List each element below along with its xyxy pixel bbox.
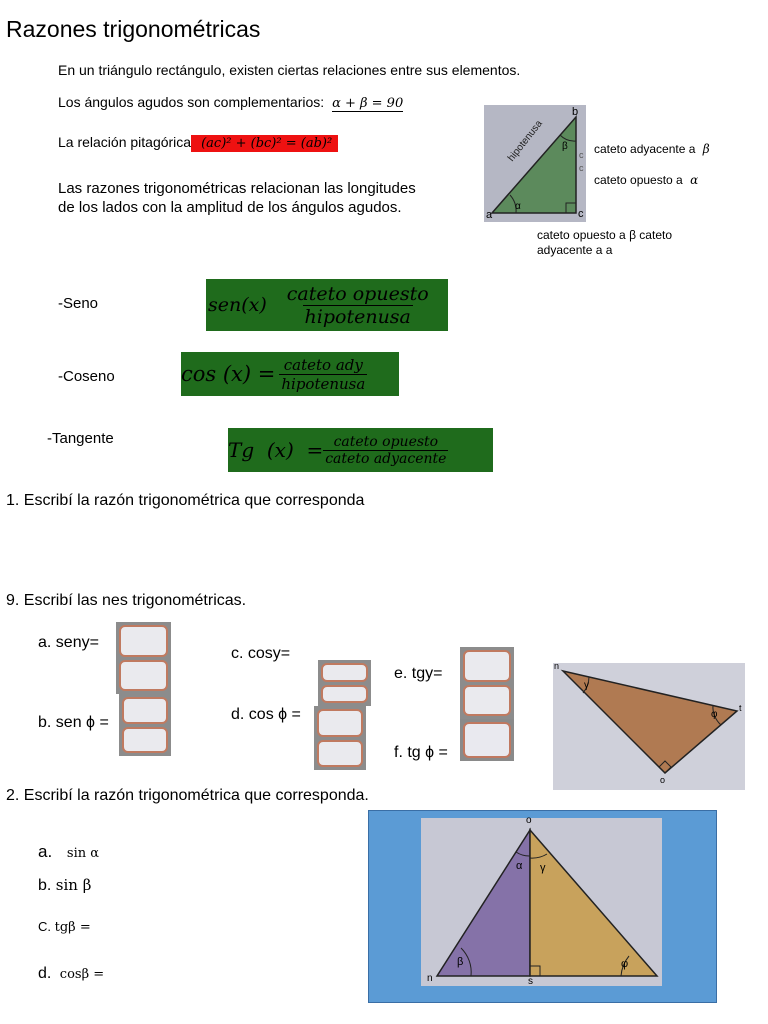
triangle-photo-3-frame	[368, 810, 717, 1003]
page-title: Razones trigonométricas	[6, 16, 261, 42]
seno-fraction	[285, 283, 431, 328]
vertex-a-label: a	[486, 209, 493, 221]
vertex-n-label-3: n	[427, 973, 433, 984]
vertex-b-label: b	[572, 106, 579, 118]
gamma-label-3: γ	[540, 862, 546, 874]
phi-label-3: φ	[621, 958, 629, 970]
pythagorean-formula: (ac)² + (bc)² = (ab)²	[191, 135, 338, 152]
ex2-a-expr: sin α	[66, 846, 100, 861]
vertex-c-label: c	[578, 208, 584, 220]
alpha-label-3: α	[516, 860, 523, 872]
triangle-nto-figure	[553, 663, 745, 790]
coseno-denominator: hipotenusa	[281, 374, 366, 393]
seno-formula-box	[206, 279, 448, 331]
ex9-answer-box-e[interactable]	[460, 647, 514, 719]
ex2-item-d	[38, 965, 104, 983]
vertex-o-label-3: o	[526, 815, 532, 826]
ex9-item-a: a. seny=	[38, 634, 99, 651]
side-c2-label: c	[579, 163, 584, 173]
phi-label: φ	[711, 709, 718, 720]
ex9-item-e: e. tgy=	[394, 665, 443, 682]
ex9-b-denominator-cell[interactable]	[122, 727, 168, 754]
triangle-photo-3	[421, 815, 662, 987]
ex9-answer-box-c[interactable]	[318, 660, 371, 706]
gamma-label: γ	[584, 680, 589, 691]
coseno-fraction	[279, 356, 367, 393]
ex2-a-label: a.	[38, 842, 53, 861]
tangente-label: -Tangente	[47, 430, 114, 447]
coseno-numerator: cateto ady	[283, 355, 363, 374]
ex2-item-c	[38, 919, 91, 935]
ex2-d-label: d.	[38, 965, 52, 982]
tangente-lhs: Tg (x) =	[228, 438, 324, 462]
ex9-item-d: d. cos ϕ =	[231, 706, 301, 723]
ex2-b-expr: sin β	[55, 876, 92, 894]
beta-label-3: β	[457, 956, 464, 968]
ex9-item-c: c. cosy=	[231, 645, 291, 662]
exercise-9-heading: 9. Escribí las nes trigonométricas.	[6, 592, 247, 609]
intro-line-4b: de los lados con la amplitud de los ángulos agudos.	[58, 199, 402, 216]
intro-line-3-text: La relación pitagórica	[58, 134, 192, 150]
intro-line-3	[58, 133, 338, 153]
seno-numerator: cateto opuesto	[286, 282, 429, 305]
exercise-2-heading: 2. Escribí la razón trigonométrica que corresponda.	[6, 787, 369, 804]
ex2-d-expr: cosβ =	[59, 967, 105, 982]
triangle-photo-1	[484, 105, 586, 222]
note1-text: cateto adyacente a	[594, 142, 696, 156]
ex2-b-label: b.	[38, 877, 52, 894]
alpha-label: α	[515, 201, 521, 212]
seno-lhs: sen(x)	[208, 294, 267, 316]
ex9-f-cell[interactable]	[463, 722, 511, 758]
intro-line-2	[58, 93, 403, 113]
intro-line-1: En un triángulo rectángulo, existen ciertas relaciones entre sus elementos.	[58, 62, 521, 78]
vertex-n-label: n	[554, 661, 560, 671]
ex2-c-expr: tgβ =	[54, 920, 91, 935]
ex9-answer-box-b[interactable]	[119, 694, 171, 756]
vertex-t-label: t	[739, 703, 742, 713]
ex2-item-a	[38, 842, 99, 862]
note1-symbol: β	[702, 142, 710, 156]
ex9-item-b: b. sen ϕ =	[38, 714, 109, 731]
ex9-d-denominator-cell[interactable]	[317, 740, 363, 768]
intro-line-2-text: Los ángulos agudos son complementarios:	[58, 94, 325, 110]
vertex-s-label-3: s	[528, 976, 533, 987]
coseno-formula-box	[181, 352, 399, 396]
note2-symbol: α	[690, 173, 699, 187]
note-adjacent-beta	[594, 142, 710, 156]
ex9-e-denominator-cell[interactable]	[463, 685, 511, 717]
tangente-formula-box	[228, 428, 493, 472]
ex9-answer-box-a[interactable]	[116, 622, 171, 694]
exercise-1-heading: 1. Escribí la razón trigonométrica que corresponda	[6, 492, 365, 509]
seno-label: -Seno	[58, 295, 99, 312]
ex9-d-numerator-cell[interactable]	[317, 709, 363, 737]
ex9-e-numerator-cell[interactable]	[463, 650, 511, 682]
ex2-item-b	[38, 876, 91, 895]
intro-line-4a: Las razones trigonométricas relacionan las longitudes	[58, 180, 416, 197]
ex9-answer-box-d[interactable]	[314, 706, 366, 770]
left-subtriangle	[437, 830, 530, 976]
ex9-item-f: f. tg ϕ =	[394, 744, 448, 761]
note-opposite-beta: cateto opuesto a β cateto adyacente a a	[537, 228, 672, 257]
note-opposite-alpha	[594, 173, 698, 187]
ex9-answer-box-f[interactable]	[460, 719, 514, 761]
coseno-label: -Coseno	[58, 368, 115, 385]
seno-denominator: hipotenusa	[304, 305, 411, 328]
note2-text: cateto opuesto a	[594, 173, 683, 187]
tangente-denominator: cateto adyacente	[325, 450, 447, 467]
triangle-photo-2	[553, 663, 745, 790]
hypotenuse-label: hipotenusa	[506, 118, 545, 164]
ex2-c-label: C.	[38, 919, 51, 934]
right-subtriangle	[530, 830, 657, 976]
ex9-c-numerator-cell[interactable]	[321, 663, 368, 682]
ex9-a-denominator-cell[interactable]	[119, 660, 168, 692]
ex9-c-denominator-cell[interactable]	[321, 685, 368, 704]
coseno-lhs: cos (x) =	[181, 362, 276, 386]
complementary-formula: α + β = 90	[332, 96, 404, 111]
side-c1-label: c	[579, 150, 584, 160]
vertex-o-label: o	[660, 775, 666, 785]
tangente-fraction	[323, 434, 448, 467]
triangle-shape-2	[563, 671, 737, 773]
tangente-numerator: cateto opuesto	[333, 433, 439, 450]
ex9-a-numerator-cell[interactable]	[119, 625, 168, 657]
ex9-b-numerator-cell[interactable]	[122, 697, 168, 724]
beta-label: β	[562, 141, 568, 152]
